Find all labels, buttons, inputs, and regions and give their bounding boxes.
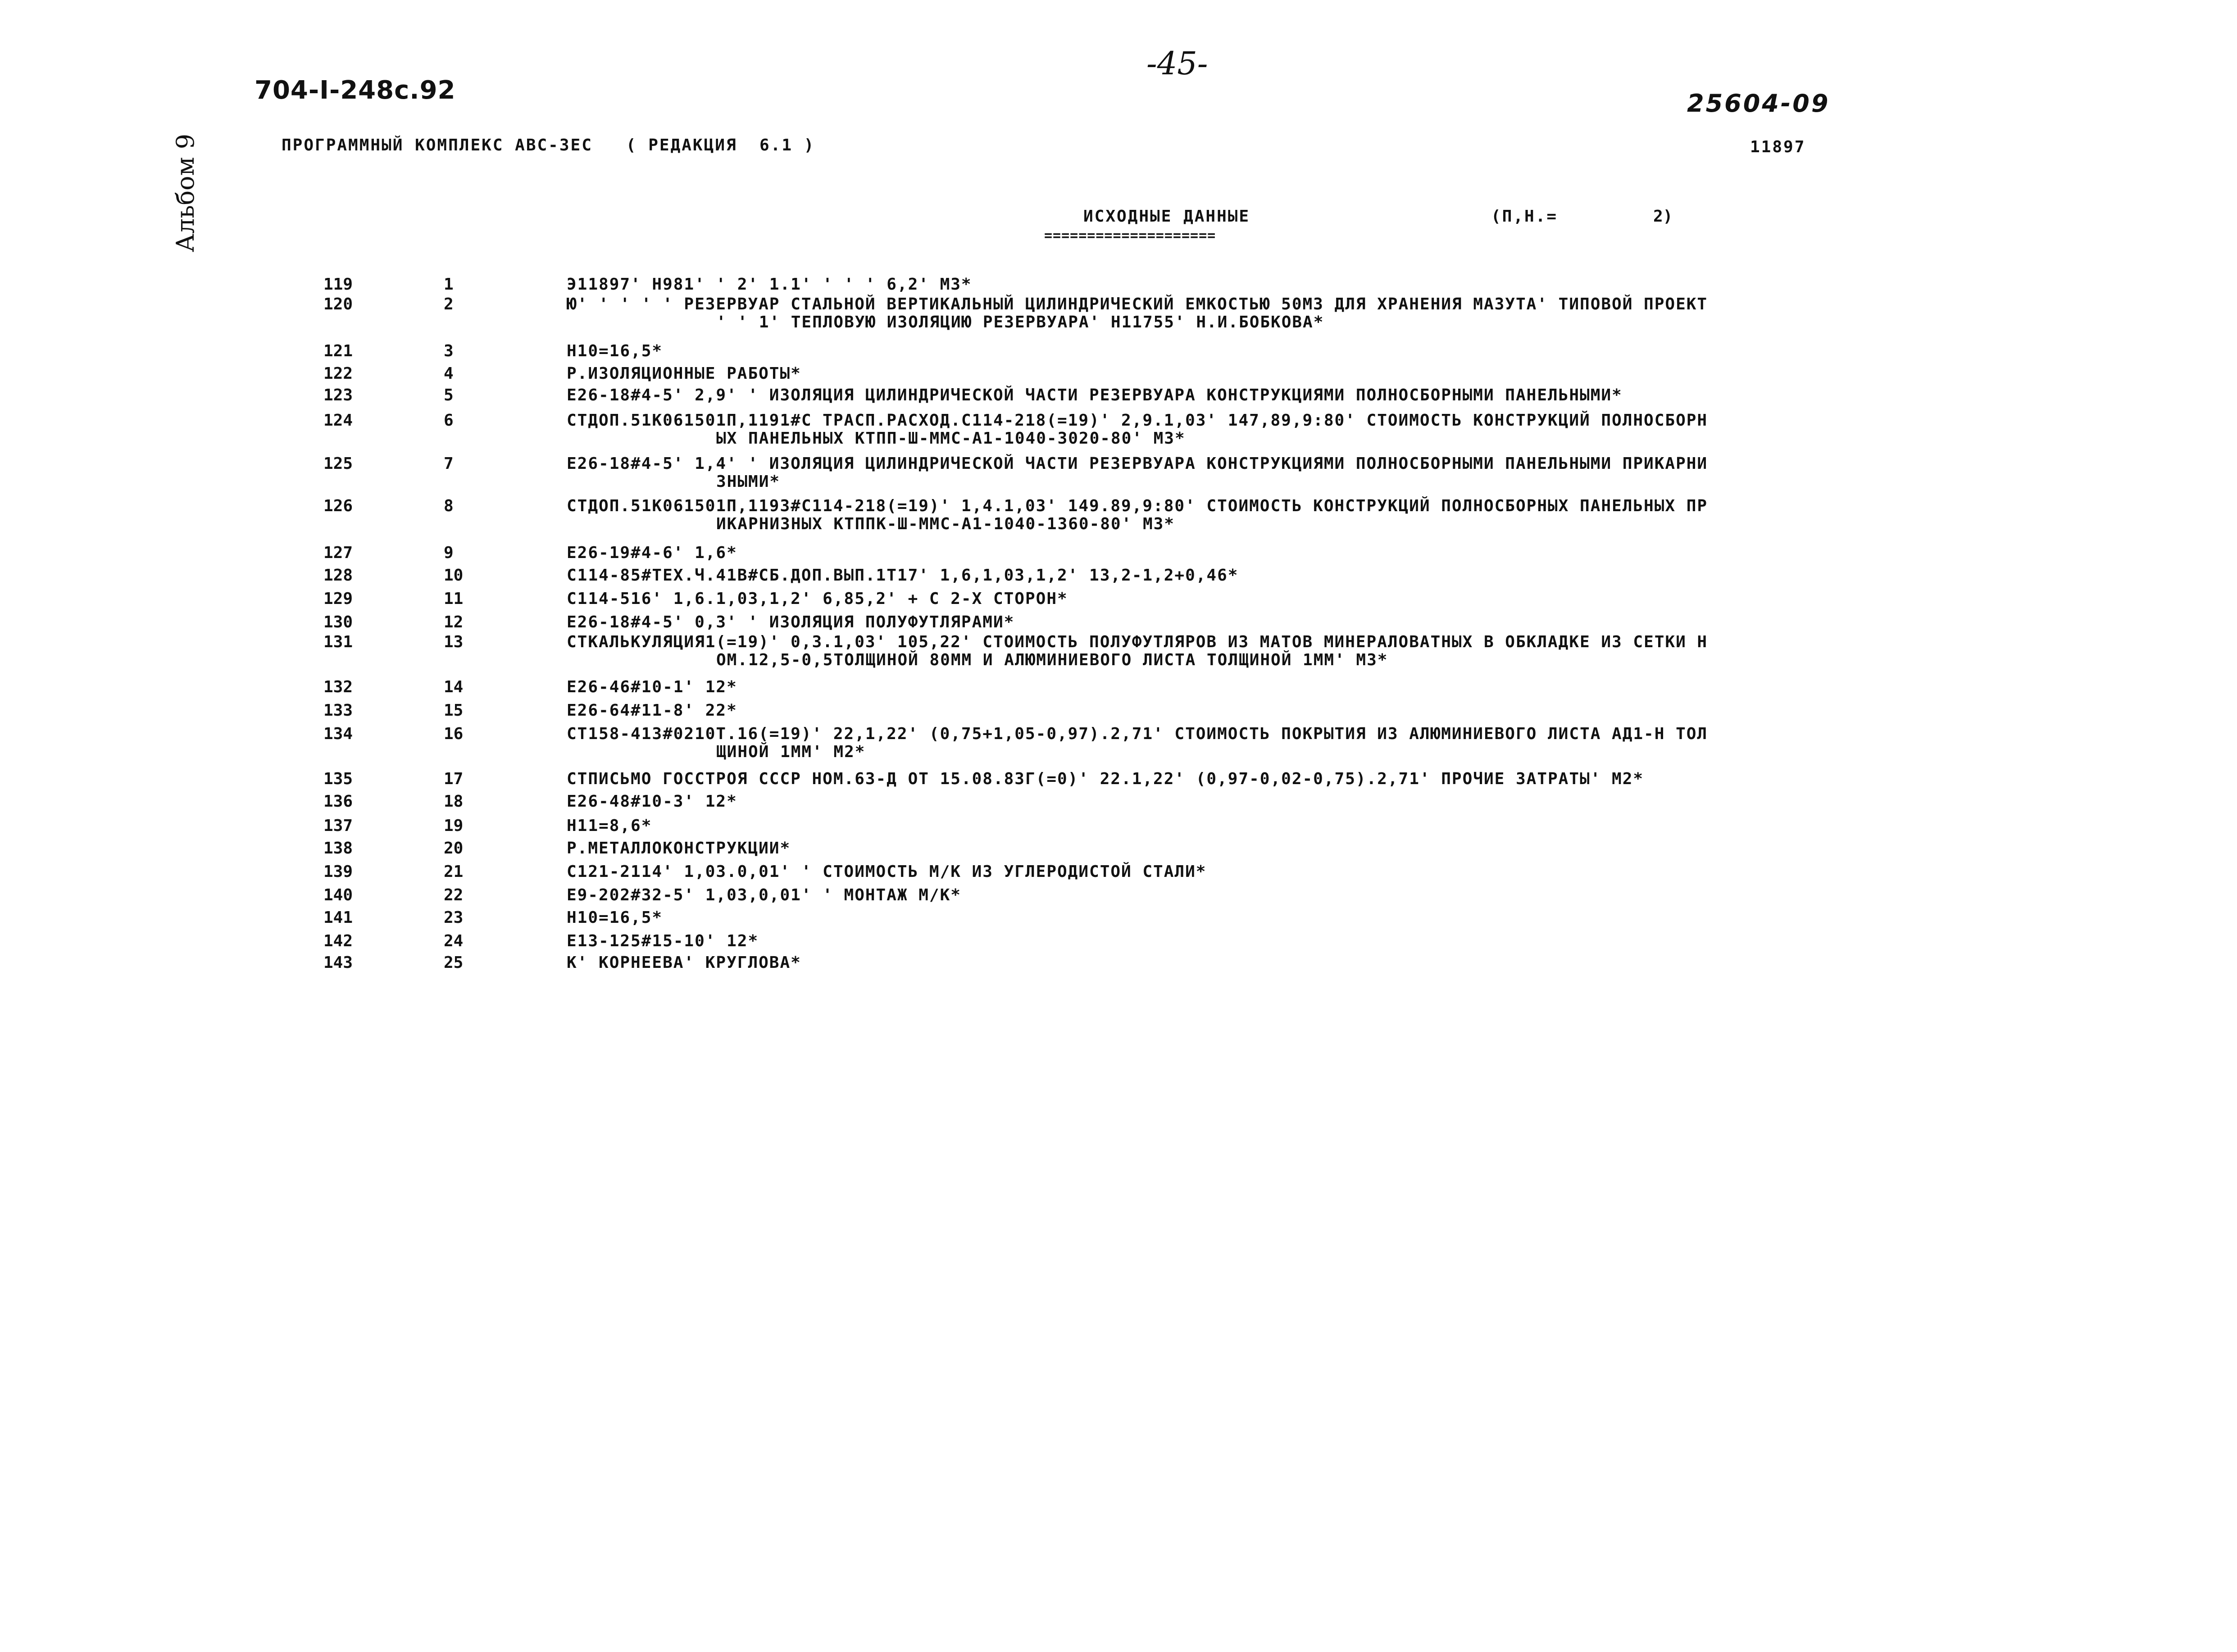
- row-index: 1: [444, 275, 454, 294]
- pn-label: (П,Н.=: [1491, 207, 1558, 226]
- row-seq: 123: [323, 386, 353, 404]
- row-text: СТ158-413#0210Т.16(=19)' 22,1,22' (0,75+1,05-0,97).2,71' СТОИМОСТЬ ПОКРЫТИЯ ИЗ АЛЮМИНИЕВОГО ЛИСТА АД1-Н ТОЛ: [567, 725, 1708, 743]
- section-title: ИСХОДНЫЕ ДАННЫЕ: [1083, 207, 1250, 226]
- row-text: Ю' ' ' ' ' РЕЗЕРВУАР СТАЛЬНОЙ ВЕРТИКАЛЬНЫЙ ЦИЛИНДРИЧЕСКИЙ ЕМКОСТЬЮ 50М3 ДЛЯ ХРАНЕНИЯ МАЗУТА' ТИПОВОЙ ПРОЕКТ: [567, 295, 1708, 313]
- row-index: 20: [444, 839, 464, 858]
- row-index: 10: [444, 566, 464, 585]
- row-text: С114-85#ТЕХ.Ч.41В#СБ.ДОП.ВЫП.1Т17' 1,6,1,03,1,2' 13,2-1,2+0,46*: [567, 566, 1239, 585]
- row-index: 21: [444, 862, 464, 881]
- row-text-continuation: ИКАРНИЗНЫХ КТППК-Ш-ММС-А1-1040-1360-80' М3*: [716, 515, 1175, 533]
- pn-value: 2): [1653, 207, 1673, 226]
- row-seq: 130: [323, 613, 353, 631]
- row-text: Е26-19#4-6' 1,6*: [567, 544, 737, 562]
- row-text: Р.МЕТАЛЛОКОНСТРУКЦИИ*: [567, 839, 791, 858]
- row-seq: 125: [323, 454, 353, 473]
- row-index: 13: [444, 633, 464, 651]
- row-seq: 120: [323, 295, 353, 313]
- row-seq: 136: [323, 792, 353, 811]
- row-seq: 141: [323, 908, 353, 927]
- row-seq: 121: [323, 342, 353, 360]
- row-index: 3: [444, 342, 454, 360]
- row-text: СТДОП.51К061501П,1191#С ТРАСП.РАСХОД.С114-218(=19)' 2,9.1,03' 147,89,9:80' СТОИМОСТЬ КОНСТРУКЦИЙ ПОЛНОСБОРН: [567, 411, 1708, 430]
- row-index: 12: [444, 613, 464, 631]
- row-text: СТПИСЬМО ГОССТРОЯ СССР НОМ.63-Д ОТ 15.08.83Г(=0)' 22.1,22' (0,97-0,02-0,75).2,71' ПРОЧИЕ ЗАТРАТЫ' М2*: [567, 770, 1644, 788]
- row-seq: 138: [323, 839, 353, 858]
- section-title-underline: ====================: [1044, 228, 1216, 244]
- row-text: Е26-46#10-1' 12*: [567, 678, 737, 696]
- row-text: Е26-64#11-8' 22*: [567, 701, 737, 720]
- row-text: С114-516' 1,6.1,03,1,2' 6,85,2' + С 2-Х СТОРОН*: [567, 590, 1068, 608]
- row-text: Е26-18#4-5' 0,3' ' ИЗОЛЯЦИЯ ПОЛУФУТЛЯРАМИ*: [567, 613, 1015, 631]
- row-text-continuation: ОМ.12,5-0,5ТОЛЩИНОЙ 80ММ И АЛЮМИНИЕВОГО ЛИСТА ТОЛЩИНОЙ 1ММ' М3*: [716, 651, 1388, 669]
- row-text: СТКАЛЬКУЛЯЦИЯ1(=19)' 0,3.1,03' 105,22' СТОИМОСТЬ ПОЛУФУТЛЯРОВ ИЗ МАТОВ МИНЕРАЛОВАТНЫХ В ОБКЛАДКЕ ИЗ СЕТКИ Н: [567, 633, 1708, 651]
- row-seq: 140: [323, 886, 353, 904]
- row-index: 16: [444, 725, 464, 743]
- row-index: 8: [444, 497, 454, 515]
- row-index: 9: [444, 544, 454, 562]
- row-text: К' КОРНЕЕВА' КРУГЛОВА*: [567, 953, 801, 972]
- row-text: СТДОП.51К061501П,1193#С114-218(=19)' 1,4.1,03' 149.89,9:80' СТОИМОСТЬ КОНСТРУКЦИЙ ПОЛНОСБОРНЫХ ПАНЕЛЬНЫХ ПР: [567, 497, 1708, 515]
- row-text: Н11=8,6*: [567, 817, 652, 835]
- row-seq: 134: [323, 725, 353, 743]
- row-text: Э11897' Н981' ' 2' 1.1' ' ' ' 6,2' М3*: [567, 275, 972, 294]
- row-index: 19: [444, 817, 464, 835]
- row-index: 18: [444, 792, 464, 811]
- row-text: Е26-18#4-5' 2,9' ' ИЗОЛЯЦИЯ ЦИЛИНДРИЧЕСКОЙ ЧАСТИ РЕЗЕРВУАРА КОНСТРУКЦИЯМИ ПОЛНОСБОРНЫМИ ПАНЕЛЬНЫМИ*: [567, 386, 1623, 404]
- row-index: 17: [444, 770, 464, 788]
- row-index: 2: [444, 295, 454, 313]
- program-number: 11897: [1750, 138, 1806, 156]
- row-text: Н10=16,5*: [567, 342, 663, 360]
- row-text-continuation: ЩИНОЙ 1ММ' М2*: [716, 743, 866, 761]
- document-code: 704-I-248с.92: [255, 76, 456, 105]
- row-index: 23: [444, 908, 464, 927]
- row-seq: 122: [323, 364, 353, 383]
- row-index: 24: [444, 932, 464, 950]
- row-seq: 124: [323, 411, 353, 430]
- row-seq: 143: [323, 953, 353, 972]
- row-seq: 135: [323, 770, 353, 788]
- row-seq: 142: [323, 932, 353, 950]
- row-text: Н10=16,5*: [567, 908, 663, 927]
- page-number: -45-: [1146, 45, 1208, 82]
- row-seq: 128: [323, 566, 353, 585]
- row-text-continuation: ' ' 1' ТЕПЛОВУЮ ИЗОЛЯЦИЮ РЕЗЕРВУАРА' Н11755' Н.И.БОБКОВА*: [716, 313, 1324, 331]
- row-index: 15: [444, 701, 464, 720]
- row-text: Е13-125#15-10' 12*: [567, 932, 759, 950]
- row-seq: 132: [323, 678, 353, 696]
- row-text-continuation: ЗНЫМИ*: [716, 472, 781, 491]
- row-index: 14: [444, 678, 464, 696]
- row-index: 7: [444, 454, 454, 473]
- row-seq: 129: [323, 590, 353, 608]
- row-text: Е26-18#4-5' 1,4' ' ИЗОЛЯЦИЯ ЦИЛИНДРИЧЕСКОЙ ЧАСТИ РЕЗЕРВУАРА КОНСТРУКЦИЯМИ ПОЛНОСБОРНЫМИ ПАНЕЛЬНЫМИ ПРИКАРНИ: [567, 454, 1708, 473]
- row-text: Р.ИЗОЛЯЦИОННЫЕ РАБОТЫ*: [567, 364, 801, 383]
- row-seq: 127: [323, 544, 353, 562]
- row-seq: 119: [323, 275, 353, 294]
- row-seq: 137: [323, 817, 353, 835]
- row-seq: 133: [323, 701, 353, 720]
- row-seq: 139: [323, 862, 353, 881]
- row-text: С121-2114' 1,03.0,01' ' СТОИМОСТЬ М/К ИЗ УГЛЕРОДИСТОЙ СТАЛИ*: [567, 862, 1207, 881]
- row-index: 22: [444, 886, 464, 904]
- row-index: 25: [444, 953, 464, 972]
- row-index: 4: [444, 364, 454, 383]
- row-text: Е26-48#10-3' 12*: [567, 792, 737, 811]
- sheet-code: 25604-09: [1687, 89, 1830, 118]
- album-label: Альбом 9: [171, 133, 200, 252]
- row-index: 11: [444, 590, 464, 608]
- row-index: 5: [444, 386, 454, 404]
- row-index: 6: [444, 411, 454, 430]
- row-seq: 131: [323, 633, 353, 651]
- row-text: Е9-202#32-5' 1,03,0,01' ' МОНТАЖ М/К*: [567, 886, 961, 904]
- row-seq: 126: [323, 497, 353, 515]
- program-header: ПРОГРАММНЫЙ КОМПЛЕКС АВС-3ЕС ( РЕДАКЦИЯ 6.1 ): [282, 136, 815, 154]
- row-text-continuation: ЫХ ПАНЕЛЬНЫХ КТПП-Ш-ММС-А1-1040-3020-80' М3*: [716, 429, 1186, 448]
